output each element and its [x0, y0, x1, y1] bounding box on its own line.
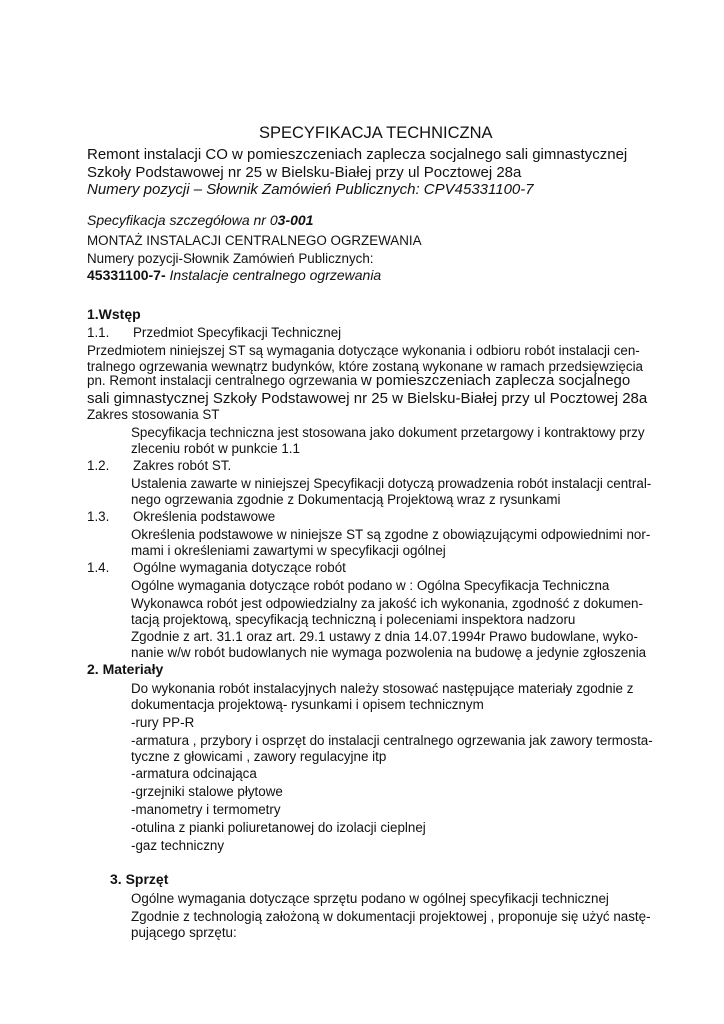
- subsection-1-1-title: Przedmiot Specyfikacji Technicznej: [133, 325, 342, 340]
- section-2-heading: 2. Materiały: [87, 661, 164, 677]
- paragraph-line: pującego sprzętu:: [131, 925, 237, 940]
- subsection-1-4-number: 1.4.: [87, 560, 110, 575]
- list-item: -manometry i termometry: [131, 802, 281, 817]
- paragraph-line-part: w pomieszczeniach zaplecza socjalnego: [360, 372, 631, 389]
- list-item: -otulina z pianki poliuretanowej do izolacji cieplnej: [131, 820, 426, 835]
- spec-code: [87, 267, 381, 283]
- spec-name: MONTAŻ INSTALACJI CENTRALNEGO OGRZEWANIA: [87, 233, 422, 248]
- subsection-1-3-title: Określenia podstawowe: [133, 509, 276, 524]
- page-title: SPECYFIKACJA TECHNICZNA: [259, 124, 493, 142]
- spec-label: [87, 212, 313, 228]
- paragraph-line: Do wykonania robót instalacyjnych należy stosować następujące materiały zgodnie z: [131, 681, 634, 696]
- subsection-1-4-title: Ogólne wymagania dotyczące robót: [133, 560, 346, 575]
- paragraph-line: tralnego ogrzewania wewnątrz budynków, które zostaną wykonane w ramach przedsięwzięcia: [87, 359, 643, 374]
- spec-code-number: 45331100-7-: [87, 267, 166, 283]
- paragraph-line: Określenia podstawowe w niniejsze ST są zgodne z obowiązującymi odpowiednimi nor-: [131, 527, 651, 542]
- paragraph-line-part: pn. Remont instalacji centralnego ogrzewania: [87, 373, 361, 388]
- subsection-1-2-title: Zakres robót ST.: [133, 458, 232, 473]
- paragraph-line: Zgodnie z technologią założoną w dokumentacji projektowej , proponuje się użyć nastę-: [131, 909, 651, 924]
- paragraph-line: Przedmiotem niniejszej ST są wymagania dotyczące wykonania i odbioru robót instalacji cen-: [87, 343, 640, 358]
- paragraph-line: [87, 372, 630, 390]
- scope-label: Zakres stosowania ST: [87, 407, 220, 422]
- list-item: -armatura , przybory i osprzęt do instalacji centralnego ogrzewania jak zawory termosta-: [131, 733, 653, 748]
- paragraph-line: sali gimnastycznej Szkoły Podstawowej nr 25 w Bielsku-Białej przy ul Pocztowej 28a: [87, 390, 648, 407]
- paragraph-line: tacją projektową, specyfikacją techniczną i poleceniami inspektora nadzoru: [131, 612, 576, 627]
- list-item: -grzejniki stalowe płytowe: [131, 784, 283, 799]
- subtitle-line-2: Szkoły Podstawowej nr 25 w Bielsku-Białej przy ul Pocztowej 28a: [87, 164, 522, 181]
- paragraph-line: mami i określeniami zawartymi w specyfikacji ogólnej: [131, 543, 446, 558]
- list-item: tyczne z głowicami , zawory regulacyjne itp: [131, 749, 387, 764]
- subsection-1-4: [87, 560, 346, 575]
- paragraph-line: Wykonawca robót jest odpowiedzialny za jakość ich wykonania, zgodność z dokumen-: [131, 596, 643, 611]
- subtitle-line-1: Remont instalacji CO w pomieszczeniach zaplecza socjalnego sali gimnastycznej: [87, 146, 628, 163]
- paragraph-line: Zgodnie z art. 31.1 oraz art. 29.1 ustawy z dnia 14.07.1994r Prawo budowlane, wyko-: [131, 629, 638, 644]
- subsection-1-3: [87, 509, 275, 524]
- paragraph-line: dokumentacja projektową- rysunkami i opisem technicznym: [131, 697, 484, 712]
- subsection-1-1-number: 1.1.: [87, 325, 110, 340]
- subsection-1-2-number: 1.2.: [87, 458, 110, 473]
- cpv-line: Numery pozycji – Słownik Zamówień Publicznych: CPV45331100-7: [87, 181, 534, 198]
- spec-code-desc: Instalacje centralnego ogrzewania: [165, 267, 382, 283]
- spec-label-code: 3-001: [277, 212, 314, 228]
- paragraph-line: nego ogrzewania zgodnie z Dokumentacją Projektową wraz z rysunkami: [131, 492, 561, 507]
- paragraph-line: Ogólne wymagania dotyczące sprzętu podano w ogólnej specyfikacji technicznej: [131, 891, 609, 906]
- subsection-1-1: [87, 325, 341, 340]
- paragraph-line: Ustalenia zawarte w niniejszej Specyfikacji dotyczą prowadzenia robót instalacji central-: [131, 476, 652, 491]
- subsection-1-2: [87, 458, 231, 473]
- paragraph-line: zleceniu robót w punkcie 1.1: [131, 441, 300, 456]
- section-3-heading: 3. Sprzęt: [110, 871, 169, 887]
- subsection-1-3-number: 1.3.: [87, 509, 110, 524]
- spec-label-prefix: Specyfikacja szczegółowa nr 0: [87, 212, 278, 228]
- paragraph-line: nanie w/w robót budowlanych nie wymaga pozwolenia na budowę a jedynie zgłoszenia: [131, 645, 647, 660]
- paragraph-line: Ogólne wymagania dotyczące robót podano w : Ogólna Specyfikacja Techniczna: [131, 578, 610, 593]
- list-item: -armatura odcinająca: [131, 766, 257, 781]
- section-1-heading: 1.Wstęp: [87, 306, 141, 322]
- list-item: -rury PP-R: [131, 715, 195, 730]
- spec-dict-line: Numery pozycji-Słownik Zamówień Publicznych:: [87, 251, 374, 266]
- list-item: -gaz techniczny: [131, 838, 225, 853]
- paragraph-line: Specyfikacja techniczna jest stosowana jako dokument przetargowy i kontraktowy przy: [131, 425, 645, 440]
